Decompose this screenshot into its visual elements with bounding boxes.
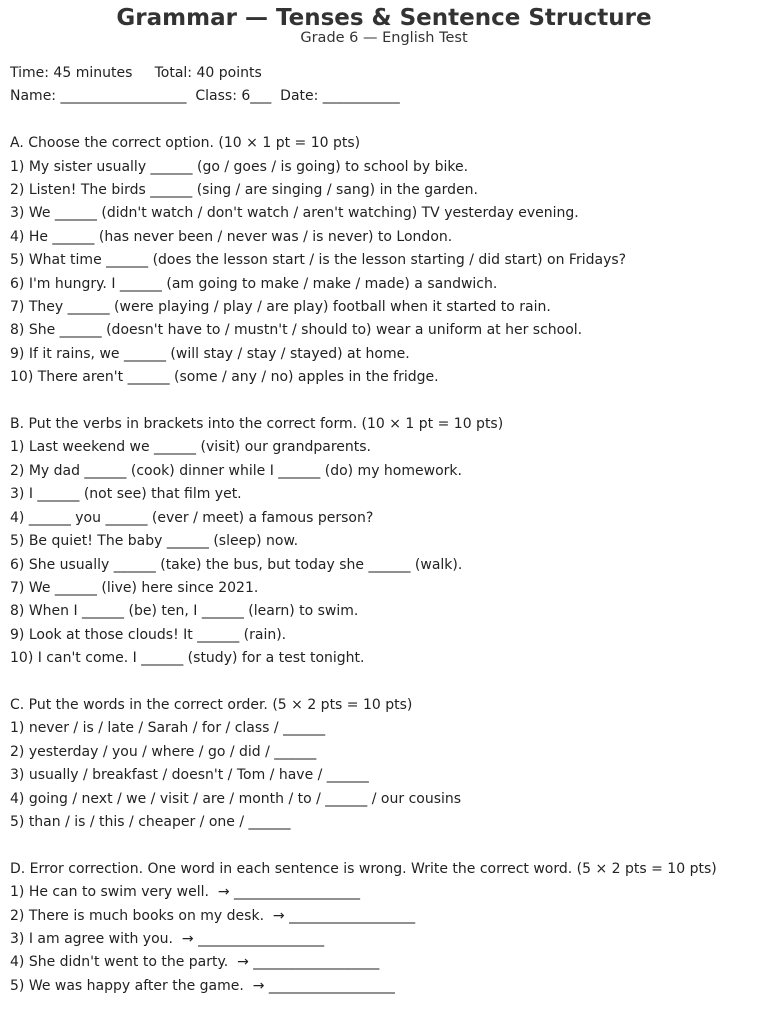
time-total-line: Time: 45 minutes Total: 40 points bbox=[10, 65, 262, 81]
section-c bbox=[10, 694, 758, 834]
question-item: 2) Listen! The birds ______ (sing / are singing / sang) in the garden. bbox=[10, 182, 479, 199]
question-item: 1) My sister usually ______ (go / goes / is going) to school by bike. bbox=[10, 158, 469, 175]
question-item: 4) going / next / we / visit / are / month / to / ______ / our cousins bbox=[10, 790, 462, 807]
page-subtitle: Grade 6 — English Test bbox=[300, 30, 468, 46]
question-item: 3) I ______ (not see) that film yet. bbox=[10, 486, 242, 503]
question-item: 5) than / is / this / cheaper / one / ______ bbox=[10, 813, 291, 830]
question-item: 5) What time ______ (does the lesson start / is the lesson starting / did start) on Fridays? bbox=[10, 252, 627, 269]
section-heading: D. Error correction. One word in each sentence is wrong. Write the correct word. (5 × 2 pts = 10 pts) bbox=[10, 860, 717, 877]
question-item: 6) I'm hungry. I ______ (am going to make / make / made) a sandwich. bbox=[10, 275, 498, 292]
question-item: 7) They ______ (were playing / play / are play) football when it started to rain. bbox=[10, 299, 551, 316]
question-item: 3) I am agree with you. → __________________ bbox=[10, 930, 325, 947]
section-heading: B. Put the verbs in brackets into the correct form. (10 × 1 pt = 10 pts) bbox=[10, 416, 504, 433]
spacer bbox=[10, 671, 758, 694]
question-item: 8) She ______ (doesn't have to / mustn't / should to) wear a uniform at her school. bbox=[10, 322, 583, 339]
spacer bbox=[10, 109, 758, 132]
question-item: 10) I can't come. I ______ (study) for a test tonight. bbox=[10, 650, 365, 667]
question-item: 4) ______ you ______ (ever / meet) a famous person? bbox=[10, 509, 374, 526]
question-item: 6) She usually ______ (take) the bus, but today she ______ (walk). bbox=[10, 556, 463, 573]
name-class-date-line: Name: __________________ Class: 6___ Date: ___________ bbox=[10, 88, 400, 105]
spacer bbox=[10, 390, 758, 413]
question-item: 4) He ______ (has never been / never was / is never) to London. bbox=[10, 228, 453, 245]
section-b bbox=[10, 413, 758, 670]
section-heading: A. Choose the correct option. (10 × 1 pt = 10 pts) bbox=[10, 135, 361, 152]
page-title: Grammar — Tenses & Sentence Structure bbox=[116, 5, 652, 31]
question-item: 2) My dad ______ (cook) dinner while I ______ (do) my homework. bbox=[10, 462, 462, 479]
test-meta bbox=[10, 62, 758, 109]
spacer bbox=[10, 834, 758, 857]
question-item: 5) Be quiet! The baby ______ (sleep) now. bbox=[10, 533, 299, 550]
question-item: 4) She didn't went to the party. → __________________ bbox=[10, 954, 380, 971]
question-item: 1) He can to swim very well. → __________________ bbox=[10, 884, 360, 901]
question-item: 7) We ______ (live) here since 2021. bbox=[10, 579, 259, 596]
section-a bbox=[10, 132, 758, 389]
section-d bbox=[10, 858, 758, 998]
question-item: 9) If it rains, we ______ (will stay / stay / stayed) at home. bbox=[10, 345, 410, 362]
question-item: 1) never / is / late / Sarah / for / class / ______ bbox=[10, 720, 326, 737]
question-item: 2) There is much books on my desk. → __________________ bbox=[10, 907, 416, 924]
question-item: 5) We was happy after the game. → __________________ bbox=[10, 977, 395, 994]
question-item: 8) When I ______ (be) ten, I ______ (learn) to swim. bbox=[10, 603, 359, 620]
question-item: 3) usually / breakfast / doesn't / Tom / have / ______ bbox=[10, 767, 369, 784]
question-item: 2) yesterday / you / where / go / did / ______ bbox=[10, 743, 317, 760]
section-heading: C. Put the words in the correct order. (5 × 2 pts = 10 pts) bbox=[10, 696, 413, 713]
question-item: 3) We ______ (didn't watch / don't watch / aren't watching) TV yesterday evening. bbox=[10, 205, 579, 222]
question-item: 9) Look at those clouds! It ______ (rain). bbox=[10, 626, 287, 643]
question-item: 10) There aren't ______ (some / any / no) apples in the fridge. bbox=[10, 369, 439, 386]
question-item: 1) Last weekend we ______ (visit) our grandparents. bbox=[10, 439, 371, 456]
